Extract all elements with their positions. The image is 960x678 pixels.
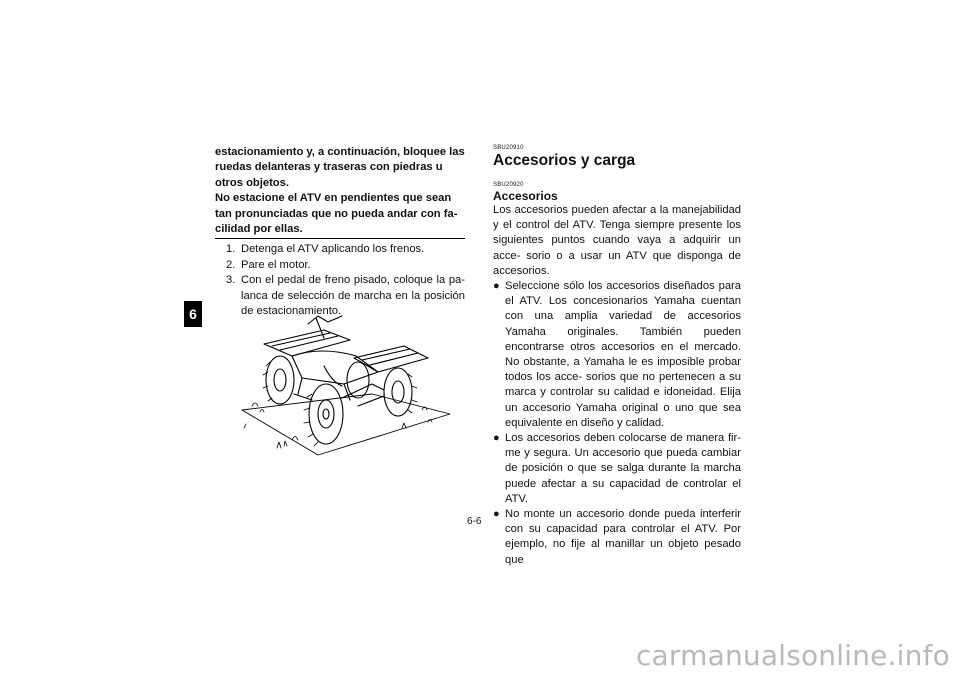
bullet-icon: ● [493, 432, 500, 445]
section-title: Accesorios y carga [493, 152, 636, 169]
subsection-title: Accesorios [493, 189, 558, 203]
warning-line: tan pronunciadas que no pueda andar con fa- [215, 207, 458, 220]
bullet-icon: ● [493, 280, 500, 293]
step-text: Detenga el ATV aplicando los frenos. [241, 243, 425, 256]
list-item [226, 242, 465, 257]
warning-rule [215, 238, 465, 239]
list-item [493, 431, 741, 507]
chapter-tab: 6 [184, 301, 202, 327]
bullet-text: Los accesorios deben colocarse de manera fir- me y segura. Un accesorio que pueda cambiar de posición o que se salga durante la marcha puede afectar a su capacidad de controlar el ATV. [505, 432, 741, 505]
step-number: 2. [226, 258, 236, 271]
subsection-code: SBU20920 [493, 182, 524, 188]
right-column [493, 145, 741, 568]
warning-line: otros objetos. [215, 176, 289, 189]
bullet-icon: ● [493, 508, 500, 521]
accessory-bullets [493, 279, 741, 568]
warning-line: estacionamiento y, a continuación, bloquee las [215, 146, 465, 158]
bullet-text: Seleccione sólo los accesorios diseñados para el ATV. Los concesionarios Yamaha cuentan con una amplia variedad de accesorios Yamaha originales. También pueden encontrarse otros accesorios en el mercado. No obstante, a Yamaha le es imposible probar todos los acce- sorios que no pertenecen a su marca y controlar su calidad e idoneidad. Elija un accesorio Yamaha original o uno que sea equivalente en diseño y calidad. [505, 280, 741, 429]
step-text: Con el pedal de freno pisado, coloque la pa- lanca de selección de marcha en la posición de estacionamiento. [241, 274, 465, 318]
list-item [493, 507, 741, 568]
step-number: 1. [226, 243, 236, 256]
left-column [215, 145, 465, 319]
warning-line: No estacione el ATV en pendientes que sean [215, 192, 452, 205]
parking-steps [215, 242, 465, 319]
watermark: carmanualsonline.info [635, 639, 950, 672]
atv-parked-illustration [232, 310, 462, 460]
page-number: 6-6 [467, 516, 482, 527]
step-text: Pare el motor. [241, 258, 311, 271]
list-item [226, 258, 465, 273]
warning-line: ruedas delanteras y traseras con piedras u [215, 161, 443, 174]
warning-text [215, 145, 465, 237]
step-number: 3. [226, 274, 236, 287]
warning-line: cilidad por ellas. [215, 223, 303, 236]
section-code: SBU20910 [493, 145, 524, 151]
intro-paragraph: Los accesorios pueden afectar a la manejabilidad y el control del ATV. Tenga siempre presente los siguientes puntos cuando vaya a adquirir un acce- sorio o a usar un ATV que disponga de accesorios. [493, 204, 741, 277]
bullet-text: No monte un accesorio donde pueda interferir con su capacidad para controlar el ATV. Por ejemplo, no fije al manillar un objeto pesado que [505, 508, 741, 566]
list-item [493, 279, 741, 431]
